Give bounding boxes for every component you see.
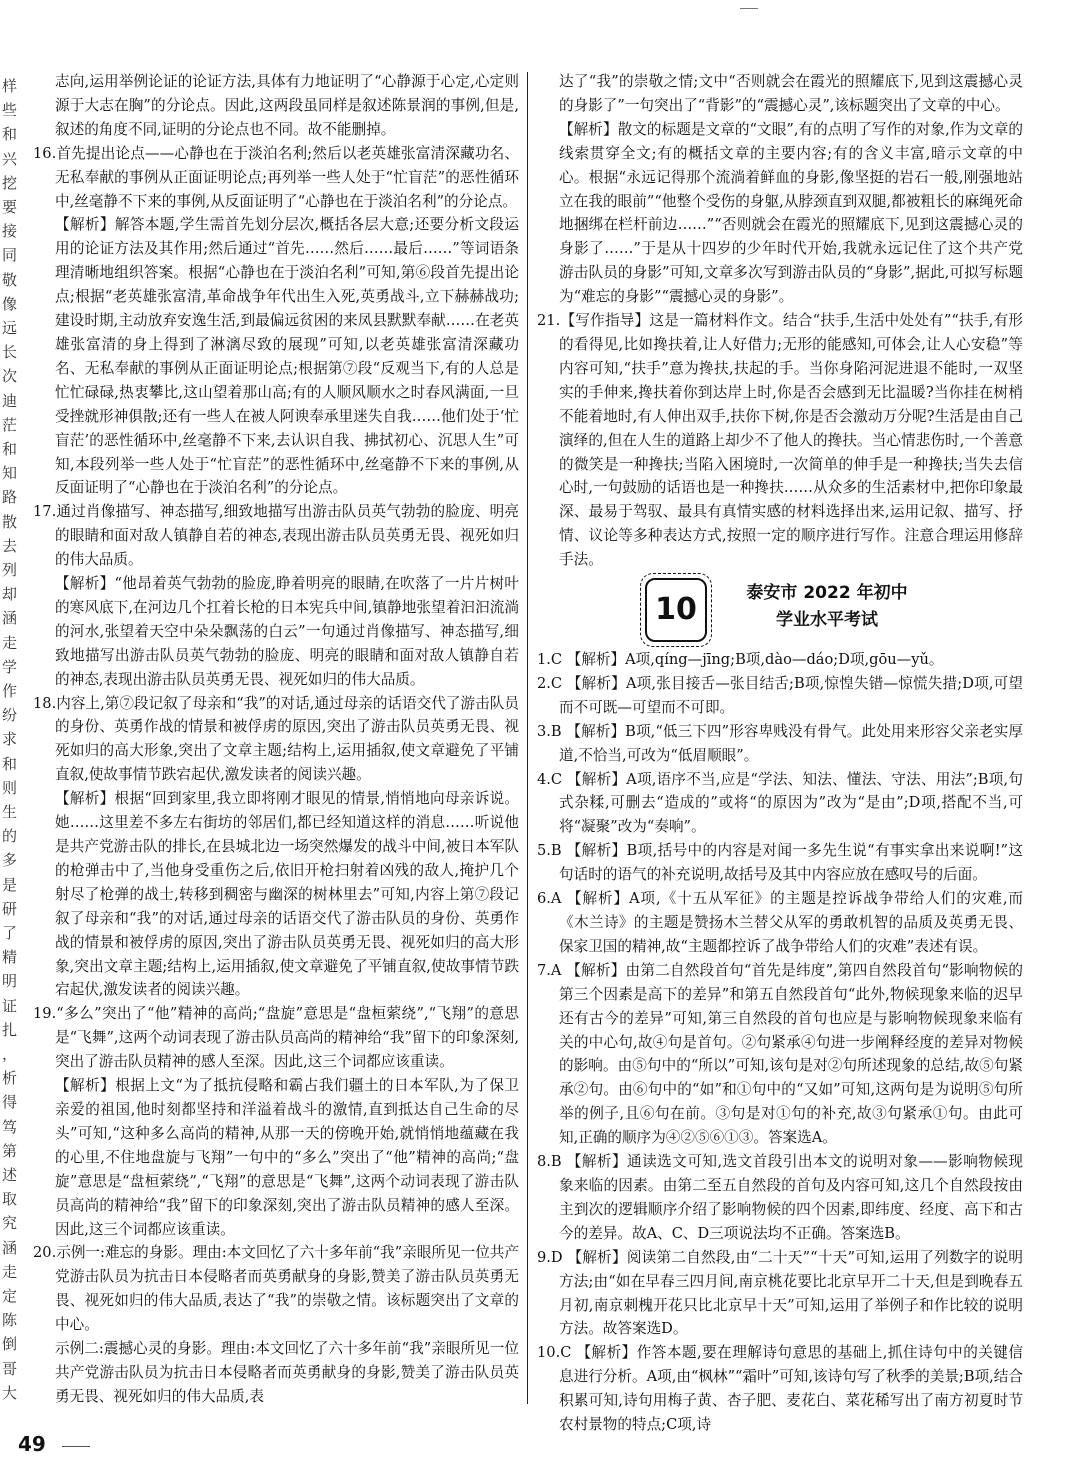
page-number-rule <box>62 1446 90 1447</box>
margin-char: 接 <box>2 222 18 241</box>
answer-paragraph: 20.示例一:难忘的身影。理由:本文回忆了六十多年前“我”亲眼所见一位共产党游击队员为抗击日本侵略者而英勇献身的身影,赞美了游击队员英勇无畏、视死如归的伟大品质,表达了“我”的崇敬之情。该标题突出了文章的中心。 <box>33 1244 519 1334</box>
margin-char: 和 <box>2 754 18 773</box>
analysis-paragraph: 【解析】散文的标题是文章的“文眼”,有的点明了写作的对象,作为文章的线索贯穿全文;有的概括文章的主要内容;有的含义丰富,暗示文章的中心。根据“永远记得那个流淌着鲜血的身影,像坚挺的岩石一般,刚强地站立在我的眼前”“他整个受伤的身躯,从脖颈直到双腿,都被粗长的麻绳死命地捆绑在栏杆前边……”“否则就会在霞光的照耀底下,见到这震撼心灵的身影了……”于是从十四岁的少年时代开始,我就永远记住了这个共产党游击队员的身影”可知,文章多次写到游击队员的“身影”,据此,可拟写标题为“难忘的身影”“震撼心灵的身影”。 <box>559 120 1023 306</box>
margin-char: 和 <box>2 125 18 144</box>
margin-char: 第 <box>2 1141 18 1160</box>
margin-char: 证 <box>2 996 18 1015</box>
column-divider <box>527 72 528 1404</box>
margin-char: 列 <box>2 561 18 579</box>
answer-paragraph: 17.通过肖像描写、神态描写,细致地描写出游击队员英气勃勃的脸庞、明亮的眼睛和面对敌人镇静自若的神态,表现出游击队员英勇无畏、视死如归的伟大品质。 <box>33 503 519 569</box>
answer-paragraph: 16.首先提出论点——心静也在于淡泊名利;然后以老英雄张富清深藏功名、无私奉献的事例从正面证明论点;再列举一些人处于“忙盲茫”的恶性循环中,丝毫静不下来的事例,从反面证明了“心静也在于淡泊名利”的分论点。 <box>33 144 519 210</box>
answer-paragraph: 19.“多么”突出了“他”精神的高尚;“盘旋”意思是“盘桓萦绕”,“飞翔”的意思是“飞舞”,这两个动词表现了游击队员高尚的精神给“我”留下的印象深刻,突出了游击队员精神的感人至深。因此,这三个词都应该重读。 <box>33 1005 519 1071</box>
exam-header <box>537 578 1023 644</box>
answer-paragraph: 1.C 【解析】A项,qíng—jīng;B项,dào—dáo;D项,gōu—yǔ。 <box>537 651 944 669</box>
answer-paragraph: 2.C 【解析】A项,张目接舌—张目结舌;B项,惊惶失错—惊慌失措;D项,可望而不可既—可望而不可即。 <box>537 674 1023 716</box>
margin-char: 学 <box>2 657 18 676</box>
answer-paragraph: 3.B 【解析】B项,“低三下四”形容卑贱没有骨气。此处用来形容父亲老实厚道,不恰当,可改为“低眉顺眼”。 <box>537 722 1023 764</box>
margin-char: 精 <box>2 948 18 967</box>
margin-char: 和 <box>2 440 18 458</box>
margin-char: 定 <box>2 1287 18 1305</box>
answer-paragraph: 志向,运用举例论证的论证方法,具体有力地证明了“心静源于心定,心定则源于大志在胸”的分论点。因此,这两段虽同样是叙述陈景润的事例,但是,叙述的角度不同,证明的分论点也不同。故不能删掉。 <box>55 73 519 138</box>
margin-char: 兴 <box>2 149 18 168</box>
answer-paragraph: 21.【写作指导】这是一篇材料作文。结合“扶手,生活中处处有”“扶手,有形的看得见,比如搀扶着,让人好借力;无形的能感知,可体会,让人心安稳”等内容可知,“扶手”意为搀扶,扶起的手。当你身陷河泥进退不能时,一双坚实的手伸来,搀扶着你到达岸上时,你是否会感到无比温暖?当你挂在树梢不能着地时,有人伸出双手,扶你下树,你是否会激动万分呢?生活是由自己演绎的,但在人生的道路上却少不了他人的搀扶。当心情悲伤时,一个善意的微笑是一种搀扶;当陷入困境时,一次简单的伸手是一种搀扶;当失去信心时,一句鼓励的话语也是一种搀扶……从众多的生活素材中,把你印象最深、最易于驾驭、最具有真情实感的材料选择出来,运用记叙、描写、抒情、议论等多种表达方式,按照一定的顺序进行写作。注意合理运用修辞手法。 <box>537 312 1023 569</box>
answer-paragraph: 7.A 【解析】由第二自然段首句“首先是纬度”,第四自然段首句“影响物候的第三个因素是高下的差异”和第五自然段首句“此外,物候现象来临的迟早还有古今的差异”可知,第三自然段的首句也应是与影响物候现象来临有关的中心句,故④句是首句。②句紧承④句进一步阐释经度的差异对物候的影响。由⑤句中的“所以”可知,该句是对②句所述现象的总结,故⑤句紧承②句。由⑥句中的“如”和①句中的“又如”可知,这两句是为说明⑤句所举的例子,且⑥句在前。③句是对①句的补充,故③句紧承①句。由此可知,正确的顺序为④②⑤⑥①③。答案选A。 <box>537 961 1023 1147</box>
margin-char: 明 <box>2 972 18 991</box>
left-column <box>33 70 519 1422</box>
margin-char: 敬 <box>2 270 18 289</box>
margin-char: 倒 <box>2 1335 18 1354</box>
margin-char: ， <box>2 1045 18 1063</box>
margin-char: 求 <box>2 730 18 749</box>
margin-char: 远 <box>2 319 18 337</box>
margin-char: 了 <box>2 924 18 942</box>
margin-char: 像 <box>2 294 18 313</box>
margin-char: 路 <box>2 488 18 507</box>
page-number: 49 <box>18 1432 46 1456</box>
margin-char: 却 <box>2 585 18 604</box>
margin-char: 样 <box>2 77 18 95</box>
margin-char: 究 <box>2 1214 18 1233</box>
margin-char: 要 <box>2 198 18 216</box>
margin-char: 陈 <box>2 1311 18 1330</box>
margin-char: 取 <box>2 1190 18 1209</box>
analysis-paragraph: 【解析】解答本题,学生需首先划分层次,概括各层大意;还要分析文段运用的论证方法及其作用;然后通过“首先……然后……最后……”等词语条理清晰地组织答案。根据“心静也在于淡泊名利”可知,第⑥段首先提出论点;根据“老英雄张富清,革命战争年代出生入死,英勇战斗,立下赫赫战功;建设时期,主动放弃安逸生活,到最偏远贫困的来凤县默默奉献……在老英雄张富清的身上得到了淋漓尽致的展现”可知,以老英雄张富清深藏功名、无私奉献的事例从正面证明论点;根据第⑦段“反观当下,有的人总是忙忙碌碌,热衷攀比,这山望着那山高;有的人顺风顺水之时春风满面,一旦受挫就形神俱散;还有一些人在被人阿谀奉承里迷失自我……他们处于‘忙盲茫’的恶性循环中,丝毫静不下来,去认识自我、拂拭初心、沉思人生”可知,本段列举一些人处于“忙盲茫”的恶性循环中,丝毫静不下来的事例,从反面证明了“心静也在于淡泊名利”的分论点。 <box>55 216 519 497</box>
exam-number-badge: 10 <box>645 578 707 642</box>
margin-char: 作 <box>2 682 18 700</box>
analysis-paragraph: 【解析】“他昂着英气勃勃的脸庞,睁着明亮的眼睛,在吹落了一片片树叶的寒风底下,在河边几个扛着长枪的日本宪兵中间,镇静地张望着汩汩流淌的河水,张望着天空中朵朵飘荡的白云”一句通过肖像描写、神态描写,细致地描写出游击队员英气勃勃的脸庞、明亮的眼睛和面对敌人镇静自若的神态,表现出游击队员英勇无畏、视死如归的伟大品质。 <box>55 575 519 688</box>
answer-paragraph: 示例二:震撼心灵的身影。理由:本文回忆了六十多年前“我”亲眼所见一位共产党游击队员为抗击日本侵略者而英勇献身的身影,赞美了游击队员英勇无畏、视死如归的伟大品质,表 <box>55 1340 519 1405</box>
margin-char: 知 <box>2 464 18 483</box>
answer-paragraph: 9.D 【解析】阅读第二自然段,由“二十天”“十天”可知,运用了列数字的说明方法;由“如在早春三四月间,南京桃花要比北京早开二十天,但是到晚春五月初,南京刺槐开花只比北京早十天”可知,运用了举例子和作比较的说明方法。故答案选D。 <box>537 1248 1023 1338</box>
margin-char: 挖 <box>2 173 18 192</box>
top-mark <box>740 8 758 9</box>
margin-char: 迪 <box>2 391 18 410</box>
answer-paragraph: 达了“我”的崇敬之情;文中“否则就会在霞光的照耀底下,见到这震撼心灵的身影了”一句突出了“背影”的“震撼心灵”,该标题突出了文章的中心。 <box>559 73 1023 114</box>
margin-char: 同 <box>2 246 18 265</box>
margin-char: 走 <box>2 1262 18 1281</box>
margin-char: 析 <box>2 1069 18 1088</box>
margin-char: 去 <box>2 536 18 555</box>
margin-char: 些 <box>2 101 18 120</box>
margin-char: 的 <box>2 827 18 846</box>
margin-char: 多 <box>2 851 18 870</box>
margin-char: 纷 <box>2 706 18 725</box>
exam-title-line1: 泰安市 2022 年初中 <box>746 583 908 604</box>
margin-char: 研 <box>2 899 18 918</box>
margin-char: 哥 <box>2 1359 18 1378</box>
answer-paragraph: 10.C 【解析】作答本题,要在理解诗句意思的基础上,抓住诗句中的关键信息进行分析。A项,由“枫林”“霜叶”可知,该诗句写了秋季的美景;B项,结合积累可知,诗句用梅子黄、杏子肥、麦花白、菜花稀写出了南方初夏时节农村景物的特点;C项,诗 <box>537 1344 1023 1434</box>
analysis-paragraph: 【解析】根据上文“为了抵抗侵略和霸占我们疆土的日本军队,为了保卫亲爱的祖国,他时刻都坚持和洋溢着战斗的激情,直到抵达自己生命的尽头”可知,“这种多么高尚的精神,从那一天的傍晚开始,就悄悄地蕴藏在我的心里,不住地盘旋与飞翔”一句中的“多么”突出了“他”精神的高尚;“盘旋”意思是“盘桓萦绕”,“飞翔”的意思是“飞舞”,这两个动词表现了游击队员高尚的精神给“我”留下的印象深刻,突出了游击队员精神的感人至深。因此,这三个词都应该重读。 <box>55 1077 519 1238</box>
analysis-paragraph: 【解析】根据“回到家里,我立即将刚才眼见的情景,悄悄地向母亲诉说。她……这里差不多左右街坊的邻居们,都已经知道这样的消息……听说他是共产党游击队的排长,在县城北边一场突然爆发的战斗中间,被日本军队的枪弹击中了,当他身受重伤之后,依旧开枪扫射着凶残的敌人,掩护几个射尽了枪弹的战士,转移到稠密与幽深的树林里去”可知,内容上第⑦段记叙了母亲和“我”的对话,通过母亲的话语交代了游击队员的身份、英勇作战的情景和被俘虏的原因,突出了游击队员英勇无畏、视死如归的高大形象,突出文章主题;结构上,运用插叙,使文章避免了平铺直叙,使故事情节跌宕起伏,激发读者的阅读兴趣。 <box>55 790 519 999</box>
margin-char: 扎 <box>2 1020 18 1039</box>
left-margin-text <box>0 76 30 1406</box>
margin-char: 是 <box>2 875 18 894</box>
answer-paragraph: 5.B 【解析】B项,括号中的内容是对闻一多先生说“有事实拿出来说啊!”这句话时的语气的补充说明,故括号及其中内容应放在感叹号的后面。 <box>537 842 1023 884</box>
margin-char: 生 <box>2 803 18 821</box>
answer-paragraph: 6.A 【解析】A项,《十五从军征》的主题是控诉战争带给人们的灾难,而《木兰诗》的主题是赞扬木兰替父从军的勇敢机智的品质及英勇无畏、保家卫国的精神,故“主题都控诉了战争带给人们的灾难”表述有误。 <box>537 890 1023 955</box>
margin-char: 茫 <box>2 415 18 434</box>
margin-char: 涵 <box>2 1238 18 1257</box>
exam-title <box>717 580 937 634</box>
answer-paragraph: 4.C 【解析】A项,语序不当,应是“学法、知法、懂法、守法、用法”;B项,句式杂糅,可删去“造成的”或将“的原因为”改为“是由”;D项,搭配不当,可将“凝聚”改为“奏响”。 <box>537 770 1023 836</box>
margin-char: 散 <box>2 512 18 531</box>
margin-char: 述 <box>2 1166 18 1184</box>
exam-title-line2: 学业水平考试 <box>776 610 878 631</box>
margin-char: 大 <box>2 1383 18 1402</box>
margin-char: 则 <box>2 778 18 797</box>
right-column <box>537 70 1023 1434</box>
margin-char: 涵 <box>2 609 18 628</box>
margin-char: 次 <box>2 367 18 386</box>
answer-paragraph: 18.内容上,第⑦段记叙了母亲和“我”的对话,通过母亲的话语交代了游击队员的身份、英勇作战的情景和被俘虏的原因,突出了游击队员英勇无畏、视死如归的高大形象,突出了文章主题;结构上,运用插叙,使文章避免了平铺直叙,使故事情节跌宕起伏,激发读者的阅读兴趣。 <box>33 694 519 784</box>
answer-paragraph: 8.B 【解析】通读选文可知,选文首段引出本文的说明对象——影响物候现象来临的因素。由第二至五自然段的首句及内容可知,这几个自然段按由主到次的逻辑顺序介绍了影响物候的四个因素,即纬度、经度、高下和古今的差异。故A、C、D三项说法均不正确。答案选B。 <box>537 1153 1023 1242</box>
margin-char: 笃 <box>2 1117 18 1136</box>
margin-char: 长 <box>2 343 18 362</box>
margin-char: 得 <box>2 1093 18 1112</box>
margin-char: 走 <box>2 633 18 652</box>
